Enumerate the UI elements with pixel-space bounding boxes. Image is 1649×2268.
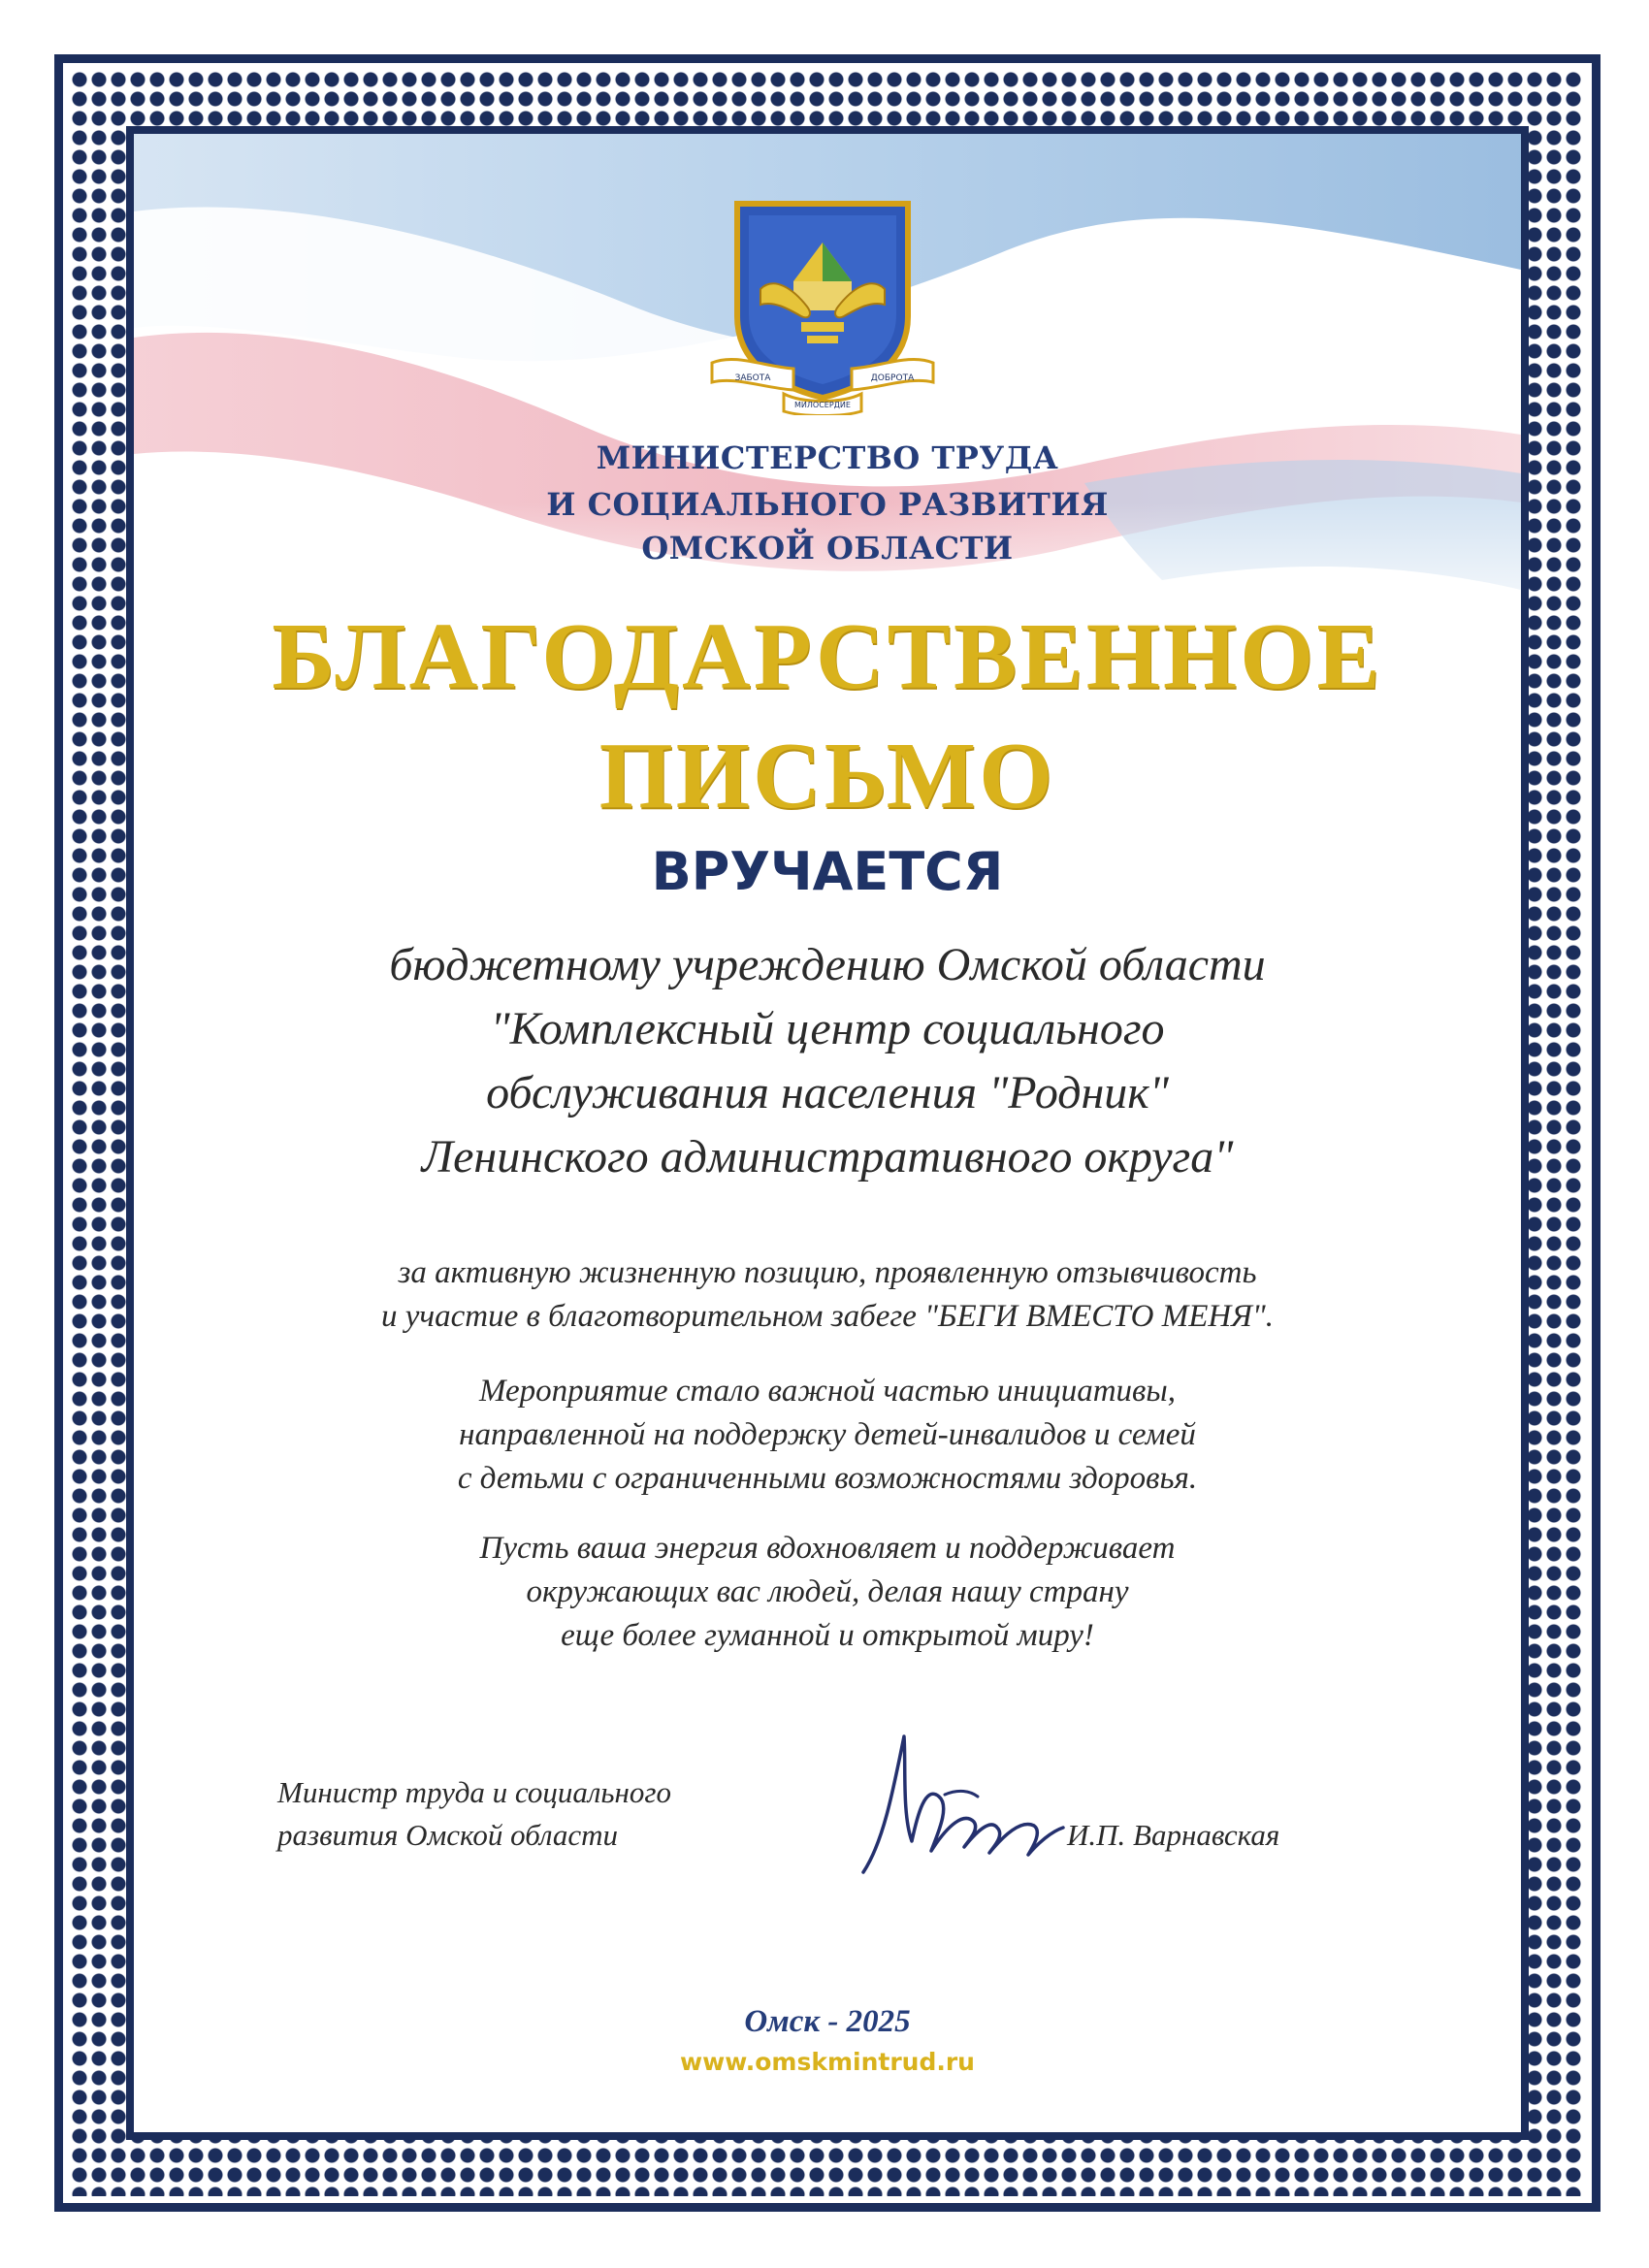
emblem-ribbon-right: ДОБРОТА bbox=[870, 373, 915, 383]
recipient-line3: обслуживания населения "Родник" bbox=[486, 1067, 1169, 1118]
paragraph-line: окружающих вас людей, делая нашу страну bbox=[526, 1574, 1129, 1609]
recipient-line4: Ленинского административного округа" bbox=[421, 1131, 1234, 1183]
paragraph-line: и участие в благотворительном забеге "БЕГИ ВМЕСТО МЕНЯ". bbox=[381, 1299, 1274, 1334]
document-title-line2: ПИСЬМО bbox=[598, 724, 1056, 828]
ministry-coat-of-arms bbox=[706, 192, 939, 415]
paragraph-line: еще более гуманной и открытой миру! bbox=[561, 1618, 1094, 1653]
signatory-position-line2: развития Омской области bbox=[277, 1818, 619, 1852]
recipient-line2: "Комплексный центр социального bbox=[490, 1003, 1165, 1054]
paragraph-line: Мероприятие стало важной частью инициативы, bbox=[479, 1374, 1176, 1409]
ministry-name-line3: ОМСКОЙ ОБЛАСТИ bbox=[641, 530, 1014, 567]
city-year: Омск - 2025 bbox=[744, 2004, 911, 2039]
handwritten-signature bbox=[844, 1727, 1077, 1882]
paragraph-line: Пусть ваша энергия вдохновляет и поддерживает bbox=[479, 1531, 1176, 1566]
signatory-position bbox=[277, 1771, 821, 1857]
website-link[interactable]: www.omskmintrud.ru bbox=[680, 2048, 975, 2076]
recipient-block bbox=[134, 933, 1521, 1189]
ministry-name-line2: И СОЦИАЛЬНОГО РАЗВИТИЯ bbox=[546, 486, 1109, 523]
paragraph-line: с детьми с ограниченными возможностями здоровья. bbox=[457, 1461, 1198, 1496]
document-title-line1: БЛАГОДАРСТВЕННОЕ bbox=[272, 604, 1383, 709]
paragraph-line: направленной на поддержку детей-инвалидов и семей bbox=[459, 1417, 1196, 1452]
recipient-line1: бюджетному учреждению Омской области bbox=[389, 939, 1266, 990]
ministry-name-line1: МИНИСТЕРСТВО ТРУДА bbox=[596, 439, 1059, 476]
emblem-ribbon-bottom: МИЛОСЕРДИЕ bbox=[794, 401, 851, 409]
gratitude-reason-paragraph bbox=[175, 1251, 1480, 1339]
emblem-ribbon-left: ЗАБОТА bbox=[734, 373, 771, 383]
signatory-name: И.П. Варнавская bbox=[1067, 1818, 1280, 1852]
wishes-paragraph bbox=[175, 1527, 1480, 1658]
signatory-position-line1: Министр труда и социального bbox=[277, 1775, 672, 1809]
awarded-heading: ВРУЧАЕТСЯ bbox=[651, 841, 1004, 902]
event-description-paragraph bbox=[175, 1370, 1480, 1501]
paragraph-line: за активную жизненную позицию, проявленную отзывчивость bbox=[398, 1255, 1257, 1290]
